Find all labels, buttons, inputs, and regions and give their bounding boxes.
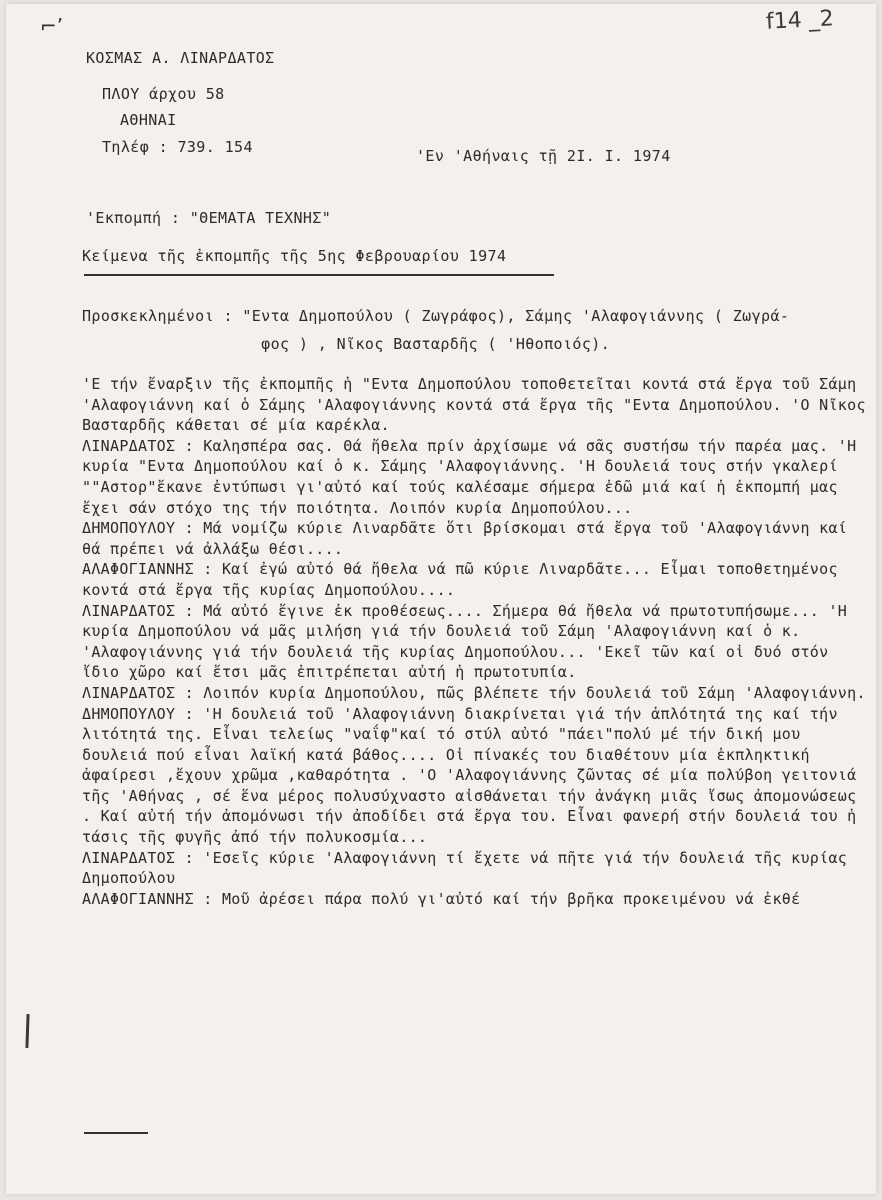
page-reference: f14 _2 bbox=[765, 6, 835, 35]
margin-mark: ⌐’ bbox=[40, 14, 64, 38]
bottom-underline bbox=[84, 1132, 148, 1134]
paragraph: ΑΛΑΦΟΓΙΑΝΝΗΣ : Καί ἐγώ αὐτό θά ἤθελα νά πῶ κύριε Λιναρδᾶτε... Εἶμαι τοποθετημένος κοντά στά ἔργα τῆς κυρίας Δημοπούλου.... bbox=[82, 560, 848, 599]
paragraph: ΛΙΝΑΡΔΑΤΟΣ : 'Εσεῖς κύριε 'Αλαφογιάννη τί ἔχετε νά πῆτε γιά τήν δουλειά τῆς κυρίας Δημοπούλου bbox=[82, 848, 857, 888]
paragraph: ΔΗΜΟΠΟΥΛΟΥ : Μά νομίζω κύριε Λιναρδᾶτε ὅτι βρίσκομαι στά ἔργα τοῦ 'Αλαφογιάννη καί θά πρέπει νά ἀλλάξω θέσι.... bbox=[82, 519, 857, 558]
paragraph: 'Ε τήν ἔναρξιν τῆς ἐκπομπῆς ἡ "Εντα Δημοπούλου τοποθετεῖται κοντά στά ἔργα τοῦ Σάμη 'Αλαφογιάννη καί ὁ Σάμης 'Αλαφογιάννης κοντά στά ἔργα τῆς "Εντα Δημοπούλου. 'Ο Νῖκος Βασταρδῆς κάθεται σέ μία καρέκλα. bbox=[82, 375, 876, 435]
margin-bar bbox=[25, 1014, 29, 1048]
letterhead-name: ΚΟΣΜΑΣ Α. ΛΙΝΑΡΔΑΤΟΣ bbox=[86, 49, 275, 67]
paragraph: ΑΛΑΦΟΓΙΑΝΝΗΣ : Μοῦ ἀρέσει πάρα πολύ γι'αὐτό καί τήν βρῆκα προκειμένου νά ἐκθέ bbox=[82, 889, 801, 908]
transcript-body bbox=[82, 374, 876, 909]
paragraph: ΛΙΝΑΡΔΑΤΟΣ : Λοιπόν κυρία Δημοπούλου, πῶς βλέπετε τήν δουλειά τοῦ Σάμη 'Αλαφογιάννη. bbox=[82, 683, 866, 702]
title-underline bbox=[84, 274, 554, 276]
paragraph: ΛΙΝΑΡΔΑΤΟΣ : Μά αὐτό ἔγινε ἐκ προθέσεως.... Σήμερα θά ἤθελα νά πρωτοτυπήσωμε... 'Η κυρία Δημοπούλου νά μᾶς μιλήση γιά τήν δουλειά τοῦ Σάμη 'Αλαφογιάννη καί ὁ κ. 'Αλαφογιάννης γιά τήν δουλειά τῆς κυρίας Δημοπούλου... 'Εκεῖ τῶν καί οἱ δυό στόν ἴδιο χῶρο καί ἔτσι μᾶς ἐπιτρέπεται αὐτή ἡ πρωτοτυπία. bbox=[82, 601, 857, 682]
letterhead-city: ΑΘΗΝΑΙ bbox=[120, 111, 177, 129]
date-line: 'Εν 'Αθήναις τῇ 2Ι. Ι. 1974 bbox=[416, 147, 671, 165]
guests-line-2: φος ) , Νῖκος Βασταρδῆς ( 'Ηθοποιός). bbox=[82, 335, 611, 353]
broadcast-title: 'Εκπομπή : "ΘΕΜΑΤΑ ΤΕΧΝΗΣ" bbox=[86, 209, 332, 227]
letterhead-phone: Τηλέφ : 739. 154 bbox=[102, 138, 253, 156]
paragraph: ΔΗΜΟΠΟΥΛΟΥ : 'Η δουλειά τοῦ 'Αλαφογιάννη διακρίνεται γιά τήν ἁπλότητά της καί τήν λιτότητά της. Εἶναι τελείως "ναΐφ"καί τό στύλ αὐτό "πάει"πολύ μέ τήν δική μου δουλειά πού εἶναι λαϊκή κατά βάθος.... Οἱ πίνακές του διαθέτουν μία ἐκπληκτική ἀφαίρεσι ,ἔχουν χρῶμα ,καθαρότητα . 'Ο 'Αλαφογιάννης ζῶντας σέ μία πολύβοη γειτονιά τῆς 'Αθήνας , σέ ἕνα μέρος πολυσύχναστο αἰσθάνεται τήν ἀνάγκη μιᾶς ἴσως ἀπομονώσεως . Καί αὐτή τήν ἀπομόνωσι τήν ἀποδίδει στά ἔργα του. Εἶναι φανερή στήν δουλειά του ἡ τάσις τῆς φυγῆς ἀπό τήν πολυκοσμία... bbox=[82, 704, 866, 847]
document-page bbox=[6, 4, 876, 1194]
letterhead-street: ΠΛΟΥ άρχου 58 bbox=[102, 85, 225, 103]
paragraph: ΛΙΝΑΡΔΑΤΟΣ : Καλησπέρα σας. Θά ἤθελα πρίν ἀρχίσωμε νά σᾶς συστήσω τήν παρέα μας. 'Η κυρία "Εντα Δημοπούλου καί ὁ κ. Σάμης 'Αλαφογιάννης. 'Η δουλειά τους στήν γκαλερί ""Αστορ"ἔκανε ἐντύπωσι γι'αὐτό καί τούς καλέσαμε σήμερα ἐδῶ μιά καί ἡ ἐκπομπή μας ἔχει σάν στόχο της τήν ποιότητα. Λοιπόν κυρία Δημοπούλου... bbox=[82, 436, 866, 517]
texts-title: Κείμενα τῆς ἐκπομπῆς τῆς 5ης Φεβρουαρίου 1974 bbox=[82, 247, 507, 265]
guests-line-1: Προσκεκλημένοι : "Εντα Δημοπούλου ( Ζωγράφος), Σάμης 'Αλαφογιάννης ( Ζωγρά- bbox=[82, 307, 790, 325]
